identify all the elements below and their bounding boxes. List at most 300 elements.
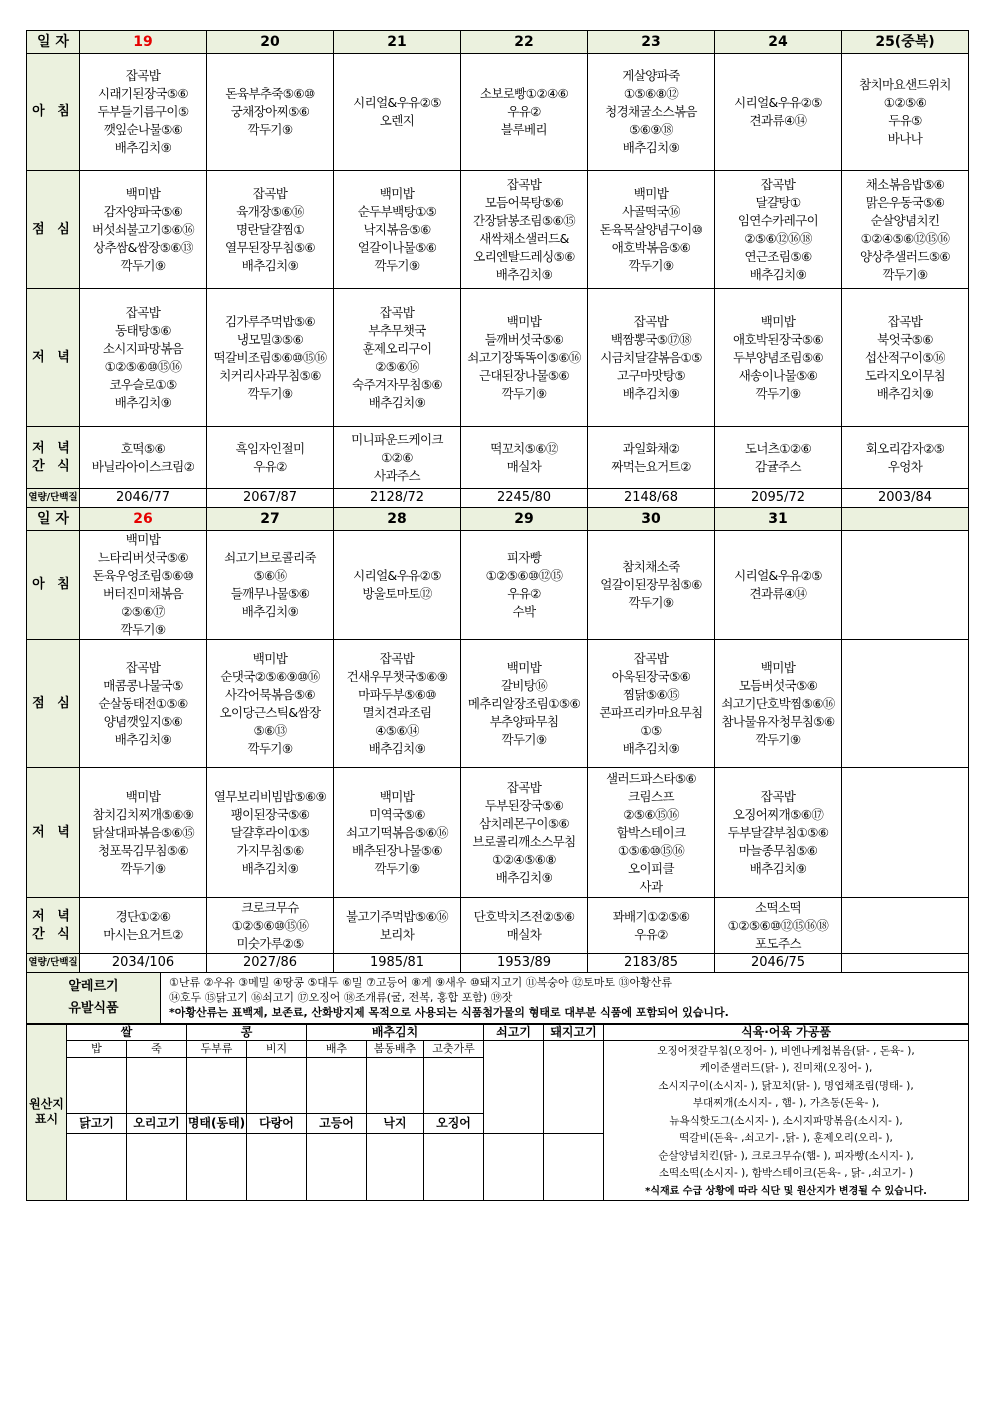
origin-value-cell (67, 1057, 127, 1113)
breakfast-cell (461, 531, 588, 640)
allergy-table (26, 973, 969, 1024)
menu-item: 마늘종무침⑤⑥ (738, 842, 818, 858)
origin-label-line: 표시 (34, 1112, 59, 1127)
dinner-cell (588, 768, 715, 898)
menu-item: ①⑤⑥⑧⑫ (623, 86, 679, 101)
origin-beef-header: 쇠고기 (484, 1024, 544, 1040)
breakfast-cell (207, 54, 334, 171)
origin-processed-list (604, 1040, 969, 1201)
menu-item: 훈제오리구이 (362, 340, 432, 356)
lunch-cell (334, 640, 461, 768)
breakfast-row (27, 54, 969, 171)
menu-item: 부추무챗국 (368, 322, 426, 338)
kcal-cell: 2245/80 (461, 489, 588, 508)
menu-item: 버섯쇠불고기⑤⑥⑯ (92, 221, 194, 237)
menu-item: 도너츠①②⑥ (744, 440, 812, 456)
date-cell (842, 508, 969, 531)
menu-item: 팽이된장국⑤⑥ (230, 806, 310, 822)
kcal-row (27, 489, 969, 508)
menu-item: 명란달걀찜① (236, 221, 304, 237)
date-cell: 27 (207, 508, 334, 531)
menu-item: 깍두기⑨ (374, 257, 420, 273)
lunch-row (27, 640, 969, 768)
origin-value-cell (247, 1133, 307, 1200)
menu-item: 우엉차 (887, 458, 923, 474)
menu-item: 미숫가루②⑤ (236, 935, 304, 951)
menu-item: 백미밥 (760, 313, 796, 329)
row-label-line: 아 침 (32, 104, 74, 119)
lunch-cell (842, 171, 969, 289)
lunch-row (27, 171, 969, 289)
origin-value-cell (484, 1133, 544, 1200)
menu-item: 소시지파망볶음 (102, 340, 184, 356)
lunch-cell (588, 171, 715, 289)
menu-item: 배추된장나물⑤⑥ (351, 842, 443, 858)
menu-item: 김가루주먹밥⑤⑥ (224, 313, 316, 329)
origin-bean-header: 콩 (187, 1024, 307, 1040)
date-cell: 23 (588, 31, 715, 54)
menu-item: ②⑤⑥⑰ (121, 604, 165, 619)
date-cell: 31 (715, 508, 842, 531)
menu-item: 배추김치⑨ (241, 604, 299, 619)
menu-item: 사과주스 (374, 467, 420, 483)
menu-item: 백미밥 (125, 532, 161, 547)
menu-item: 삼치레몬구이⑤⑥ (478, 815, 570, 831)
menu-item: 잡곡밥 (379, 304, 415, 320)
menu-item: 청포묵김무침⑤⑥ (97, 842, 189, 858)
menu-item: 잡곡밥 (506, 779, 542, 795)
menu-item: 사각어묵볶음⑤⑥ (224, 686, 316, 702)
breakfast-cell (588, 531, 715, 640)
row-label-line: 저 녁 (32, 824, 74, 840)
menu-item: 간장닭봉조림⑤⑥⑮ (473, 212, 575, 228)
snack-cell (80, 427, 207, 489)
dinner-cell (842, 289, 969, 427)
menu-item: 닭살대파볶음⑤⑥⑮ (92, 824, 194, 840)
dinner-cell (207, 289, 334, 427)
kcal-cell: 2003/84 (842, 489, 969, 508)
origin-value-cell (187, 1057, 247, 1113)
kcal-cell: 2034/106 (80, 954, 207, 973)
menu-item: 매콤콩나물국⑤ (103, 677, 183, 693)
dinner-cell (715, 289, 842, 427)
breakfast-row (27, 531, 969, 640)
menu-item: 배추김치⑨ (241, 860, 299, 876)
menu-item: 잡곡밥 (633, 650, 669, 666)
menu-item: 시래기된장국⑤⑥ (97, 86, 189, 101)
dinner-row (27, 289, 969, 427)
menu-item: ①②⑤⑥⑩⑫⑮⑯⑱ (727, 917, 829, 933)
menu-item: 함박스테이크 (616, 824, 686, 840)
menu-item: 순살동태전①⑤⑥ (98, 695, 188, 711)
origin-cabbage: 배추 (307, 1040, 367, 1057)
menu-item: 우유② (507, 586, 541, 601)
menu-item: 고구마맛탕⑤ (617, 367, 685, 383)
row-label (27, 898, 80, 954)
date-row (27, 508, 969, 531)
menu-item: 수박 (512, 604, 536, 619)
menu-item: 잡곡밥 (633, 313, 669, 329)
lunch-cell (334, 171, 461, 289)
menu-item: 과일화채② (622, 440, 680, 456)
origin-processed-header: 식육·어육 가공품 (604, 1024, 969, 1040)
menu-item: 잡곡밥 (125, 304, 161, 320)
menu-item: 배추김치⑨ (114, 394, 172, 410)
menu-item: 얼갈이나물⑤⑥ (357, 239, 437, 255)
origin-mackerel-header: 고등어 (307, 1114, 367, 1134)
menu-item: 채소볶음밥⑤⑥ (865, 176, 945, 192)
menu-item: 숙주겨자무침⑤⑥ (351, 376, 443, 392)
lunch-cell (207, 640, 334, 768)
snack-cell (207, 898, 334, 954)
lunch-cell (588, 640, 715, 768)
menu-item: 가지무침⑤⑥ (236, 842, 304, 858)
origin-rice-cooked: 밥 (67, 1040, 127, 1057)
menu-item: 애호박된장국⑤⑥ (732, 331, 824, 347)
menu-item: 상추쌈&쌈장⑤⑥⑬ (93, 239, 193, 255)
menu-item: 사골떡국⑯ (622, 203, 680, 219)
menu-item: 잡곡밥 (506, 176, 542, 192)
menu-item: ①②⑤⑥⑩⑮⑯ (231, 917, 309, 933)
menu-item: ⑤⑥⑯ (253, 568, 287, 583)
date-cell: 29 (461, 508, 588, 531)
menu-item: 애호박볶음⑤⑥ (611, 239, 691, 255)
row-label-line: 아 침 (32, 577, 74, 592)
menu-item: 잡곡밥 (252, 185, 288, 201)
origin-value-cell (127, 1057, 187, 1113)
menu-item: 메추리알장조림①⑤⑥ (467, 695, 581, 711)
menu-item: 깍두기⑨ (882, 266, 928, 282)
kcal-cell: 2067/87 (207, 489, 334, 508)
allergy-note: *아황산류는 표백제, 보존료, 산화방지제 목적으로 사용되는 식품첨가물의 형태로 대부분 식품에 포함되어 있습니다. (169, 1006, 729, 1020)
menu-item: 바닐라아이스크림② (91, 458, 195, 474)
origin-tofu: 두부류 (187, 1040, 247, 1057)
breakfast-cell (334, 54, 461, 171)
origin-value-cell (67, 1133, 127, 1200)
row-label (27, 531, 80, 640)
date-row (27, 31, 969, 54)
menu-item: 백미밥 (379, 788, 415, 804)
dinner-cell (461, 289, 588, 427)
dinner-cell (207, 768, 334, 898)
row-label (27, 640, 80, 768)
menu-item: ②⑤⑥⑯ (375, 358, 419, 374)
menu-item: 배추김치⑨ (622, 385, 680, 401)
menu-item: 콘파프리카마요무침 (599, 704, 703, 720)
menu-item: 갈비탕⑯ (500, 677, 548, 693)
menu-item: 시리얼&우유②⑤ (353, 95, 441, 110)
menu-item: 치커리사과무침⑤⑥ (219, 367, 321, 383)
allergy-label (27, 973, 161, 1023)
menu-item: 우유② (507, 104, 541, 119)
menu-item: 깻잎순나물⑤⑥ (103, 122, 183, 137)
row-label (27, 289, 80, 427)
menu-item: 우유② (634, 926, 668, 942)
kcal-cell: 2027/86 (207, 954, 334, 973)
kcal-cell: 2046/77 (80, 489, 207, 508)
menu-item: 두부양념조림⑤⑥ (732, 349, 824, 365)
menu-item: 얼갈이된장무침⑤⑥ (600, 577, 702, 592)
breakfast-cell (207, 531, 334, 640)
menu-item: 두유⑤ (888, 113, 922, 128)
menu-item: 배추김치⑨ (241, 257, 299, 273)
menu-item: ①②④⑤⑥⑧ (492, 851, 556, 867)
origin-chicken-header: 닭고기 (67, 1114, 127, 1134)
origin-value-cell (544, 1133, 604, 1200)
snack-cell (842, 427, 969, 489)
dinner-cell (80, 768, 207, 898)
snack-cell (334, 427, 461, 489)
origin-value-cell (307, 1057, 367, 1113)
menu-item: 오징어찌개⑤⑥⑰ (732, 806, 824, 822)
menu-item: 모듬어묵탕⑤⑥ (484, 194, 564, 210)
menu-item: 모듬버섯국⑤⑥ (738, 677, 818, 693)
menu-item: 마파두부⑤⑥⑩ (358, 686, 436, 702)
menu-item: 깍두기⑨ (247, 385, 293, 401)
menu-item: 배추김치⑨ (495, 869, 553, 885)
menu-item: 깍두기⑨ (755, 385, 801, 401)
menu-item: 방울토마토⑫ (362, 586, 432, 601)
row-label (27, 427, 80, 489)
row-label (27, 954, 80, 973)
dinner-cell (80, 289, 207, 427)
menu-item: 오리엔탈드레싱⑤⑥ (473, 248, 575, 264)
menu-item: 임연수카레구이 (737, 212, 819, 228)
menu-item: 우유② (253, 458, 287, 474)
lunch-cell (842, 640, 969, 768)
menu-item: 배추김치⑨ (114, 731, 172, 747)
origin-biji: 비지 (247, 1040, 307, 1057)
menu-item: ①②⑤⑥⑩⑮⑯ (104, 358, 182, 374)
menu-item: 아욱된장국⑤⑥ (611, 668, 691, 684)
dinner-cell (334, 289, 461, 427)
lunch-cell (715, 640, 842, 768)
lunch-cell (80, 171, 207, 289)
processed-product-line: 소떡소떡(소시지- ), 함박스테이크(돈육- , 닭- ,쇠고기- ) (658, 1167, 914, 1179)
snack-cell (588, 898, 715, 954)
menu-item: 북엇국⑤⑥ (877, 331, 933, 347)
menu-item: 매실차 (506, 458, 542, 474)
menu-item: 청경채굴소스볶음 (605, 104, 697, 119)
menu-item: 깍두기⑨ (501, 731, 547, 747)
origin-label (27, 1024, 67, 1201)
menu-item: 배추김치⑨ (749, 860, 807, 876)
menu-item: 배추김치⑨ (749, 266, 807, 282)
menu-item: 동태탕⑤⑥ (115, 322, 171, 338)
menu-item: 미역국⑤⑥ (369, 806, 425, 822)
origin-value-cell (127, 1133, 187, 1200)
allergy-line: ⑭호두 ⑮닭고기 ⑯쇠고기 ⑰오징어 ⑱조개류(굴, 전복, 홍합 포함) ⑲잣 (169, 991, 513, 1005)
origin-squid-header: 오징어 (424, 1114, 484, 1134)
menu-item: 호떡⑤⑥ (120, 440, 166, 456)
menu-item: 두부달걀부침①⑤⑥ (727, 824, 829, 840)
menu-item: 백미밥 (379, 185, 415, 201)
row-label (27, 768, 80, 898)
origin-value-cell (424, 1057, 484, 1113)
breakfast-cell (80, 54, 207, 171)
date-cell: 19 (80, 31, 207, 54)
menu-item: 크로크무슈 (241, 899, 299, 915)
menu-item: 떡갈비조림⑤⑥⑩⑮⑯ (213, 349, 327, 365)
origin-value-cell (307, 1133, 367, 1200)
menu-item: 매실차 (506, 926, 542, 942)
breakfast-cell (715, 531, 842, 640)
row-label (27, 171, 80, 289)
snack-cell (588, 427, 715, 489)
menu-item: ②⑤⑥⑮⑯ (623, 806, 679, 822)
kcal-row (27, 954, 969, 973)
origin-spring-cabbage: 봄동배추 (367, 1040, 424, 1057)
dinner-cell (588, 289, 715, 427)
date-cell: 24 (715, 31, 842, 54)
menu-item: 궁채장아찌⑤⑥ (230, 104, 310, 119)
menu-item: 쇠고기브로콜리죽 (224, 550, 316, 565)
row-label-line: 점 심 (32, 695, 74, 711)
menu-item: ①⑤⑥⑩⑮⑯ (617, 842, 685, 858)
menu-item: 배추김치⑨ (876, 385, 934, 401)
menu-item: 달걀후라이①⑤ (230, 824, 310, 840)
date-row-label: 일 자 (27, 31, 80, 54)
date-cell: 20 (207, 31, 334, 54)
menu-table (26, 30, 969, 973)
menu-item: 육개장⑤⑥⑯ (236, 203, 304, 219)
menu-item: 백미밥 (760, 659, 796, 675)
menu-item: 순두부백탕①⑤ (357, 203, 437, 219)
menu-item: 견과류④⑭ (749, 586, 807, 601)
row-label-line: 열량/단백질 (28, 492, 78, 503)
menu-sheet (26, 30, 968, 1201)
snack-row (27, 898, 969, 954)
breakfast-cell (842, 54, 969, 171)
menu-item: 코우슬로①⑤ (109, 376, 177, 392)
lunch-cell (461, 640, 588, 768)
row-label-line: 저 녁 (32, 440, 74, 456)
menu-item: 브로콜리깨소스무침 (472, 833, 576, 849)
menu-item: 두부된장국⑤⑥ (484, 797, 564, 813)
menu-item: 배추김치⑨ (622, 740, 680, 756)
allergy-label-line: 유발식품 (68, 1000, 119, 1016)
origin-pork-header: 돼지고기 (544, 1024, 604, 1040)
menu-item: ④⑤⑥⑭ (375, 722, 419, 738)
menu-item: 경단①②⑥ (115, 908, 171, 924)
menu-item: 달걀탕① (755, 194, 801, 210)
snack-cell (715, 898, 842, 954)
row-label-line: 간 식 (32, 458, 74, 474)
menu-item: 게살양파죽 (622, 68, 680, 83)
menu-item: 잡곡밥 (379, 650, 415, 666)
allergy-list (161, 973, 969, 1023)
menu-item: 깍두기⑨ (755, 731, 801, 747)
snack-row (27, 427, 969, 489)
menu-item: 맑은우동국⑤⑥ (865, 194, 945, 210)
menu-item: 부추양파무침 (489, 713, 559, 729)
menu-item: 버터진미채볶음 (102, 586, 184, 601)
menu-item: ①②④⑤⑥⑫⑮⑯ (860, 230, 950, 246)
menu-item: 사과 (639, 878, 663, 894)
menu-item: ⑤⑥⑨⑱ (629, 122, 673, 137)
origin-tuna-header: 다랑어 (247, 1114, 307, 1134)
menu-item: 찜닭⑤⑥⑮ (622, 686, 680, 702)
date-cell: 25(중복) (842, 31, 969, 54)
date-cell: 28 (334, 508, 461, 531)
menu-item: 블루베리 (501, 122, 547, 137)
menu-item: 잡곡밥 (125, 659, 161, 675)
date-cell: 21 (334, 31, 461, 54)
breakfast-cell (334, 531, 461, 640)
processed-product-line: 순살양념치킨(닭- ), 크로크무슈(햄- ), 피자빵(소시지- ), (658, 1149, 914, 1162)
menu-item: 깍두기⑨ (120, 257, 166, 273)
origin-value-cell (187, 1133, 247, 1200)
kcal-cell: 2128/72 (334, 489, 461, 508)
menu-item: 두부들기름구이⑤ (97, 104, 189, 119)
processed-product-line: 오징어젓갈무침(오징어- ), 비엔나케첩볶음(닭- , 돈육- ), (657, 1044, 915, 1057)
menu-item: 돈육목살양념구이⑩ (599, 221, 703, 237)
snack-cell (207, 427, 334, 489)
menu-item: 백미밥 (633, 185, 669, 201)
menu-item: 깍두기⑨ (628, 257, 674, 273)
dinner-cell (715, 768, 842, 898)
menu-item: 근대된장나물⑤⑥ (478, 367, 570, 383)
kcal-cell: 1985/81 (334, 954, 461, 973)
menu-item: 낙지볶음⑤⑥ (363, 221, 431, 237)
menu-item: 바나나 (887, 131, 923, 146)
origin-value-cell (367, 1057, 424, 1113)
menu-item: ①②⑤⑥⑩⑫⑮ (485, 568, 563, 583)
menu-item: 백짬뽕국⑤⑰⑱ (610, 331, 692, 347)
row-label-line: 열량/단백질 (28, 957, 78, 968)
breakfast-cell (80, 531, 207, 640)
kcal-cell: 1953/89 (461, 954, 588, 973)
menu-item: 감자양파국⑤⑥ (103, 203, 183, 219)
menu-item: 멸치견과조림 (362, 704, 432, 720)
origin-table (26, 1024, 969, 1202)
kcal-cell (842, 954, 969, 973)
menu-item: 백미밥 (506, 313, 542, 329)
menu-item: 보리차 (379, 926, 415, 942)
allergy-line: ①난류 ②우유 ③메밀 ④땅콩 ⑤대두 ⑥밀 ⑦고등어 ⑧게 ⑨새우 ⑩돼지고기 ⑪복숭아 ⑫토마토 ⑬아황산류 (169, 976, 672, 990)
breakfast-cell (588, 54, 715, 171)
menu-item: 흑임자인절미 (235, 440, 305, 456)
origin-value-cell (367, 1133, 424, 1200)
menu-item: 들깨버섯국⑤⑥ (484, 331, 564, 347)
menu-item: 배추김치⑨ (368, 394, 426, 410)
origin-pollack-header: 명태(동태) (187, 1114, 247, 1134)
menu-item: 시리얼&우유②⑤ (734, 95, 822, 110)
menu-item: 순댓국②⑤⑥⑨⑩⑯ (220, 668, 320, 684)
menu-item: 미니파운드케이크 (351, 431, 443, 447)
kcal-cell: 2095/72 (715, 489, 842, 508)
menu-item: 순살양념치킨 (870, 212, 940, 228)
menu-item: 떡꼬치⑤⑥⑫ (490, 440, 558, 456)
menu-item: 냉모밀③⑤⑥ (236, 331, 304, 347)
origin-duck-header: 오리고기 (127, 1114, 187, 1134)
origin-kimchi-header: 배추김치 (307, 1024, 484, 1040)
origin-beef-value (484, 1040, 544, 1133)
menu-item: 배추김치⑨ (622, 140, 680, 155)
processed-product-line: 뉴욕식핫도그(소시지- ), 소시지파망볶음(소시지- ), (669, 1114, 903, 1127)
menu-item: 불고기주먹밥⑤⑥⑯ (346, 908, 448, 924)
menu-item: 도라지오이무침 (864, 367, 946, 383)
snack-cell (842, 898, 969, 954)
menu-item: 회오리감자②⑤ (865, 440, 945, 456)
menu-item: 쇠고기단호박찜⑤⑥⑯ (721, 695, 835, 711)
menu-item: 샐러드파스타⑤⑥ (605, 770, 697, 786)
kcal-cell: 2183/85 (588, 954, 715, 973)
menu-item: 건새우무챗국⑤⑥⑨ (346, 668, 448, 684)
menu-item: 깍두기⑨ (628, 595, 674, 610)
origin-note: *식재료 수급 상황에 따라 식단 및 원산지가 변경될 수 있습니다. (645, 1185, 927, 1197)
row-label (27, 54, 80, 171)
